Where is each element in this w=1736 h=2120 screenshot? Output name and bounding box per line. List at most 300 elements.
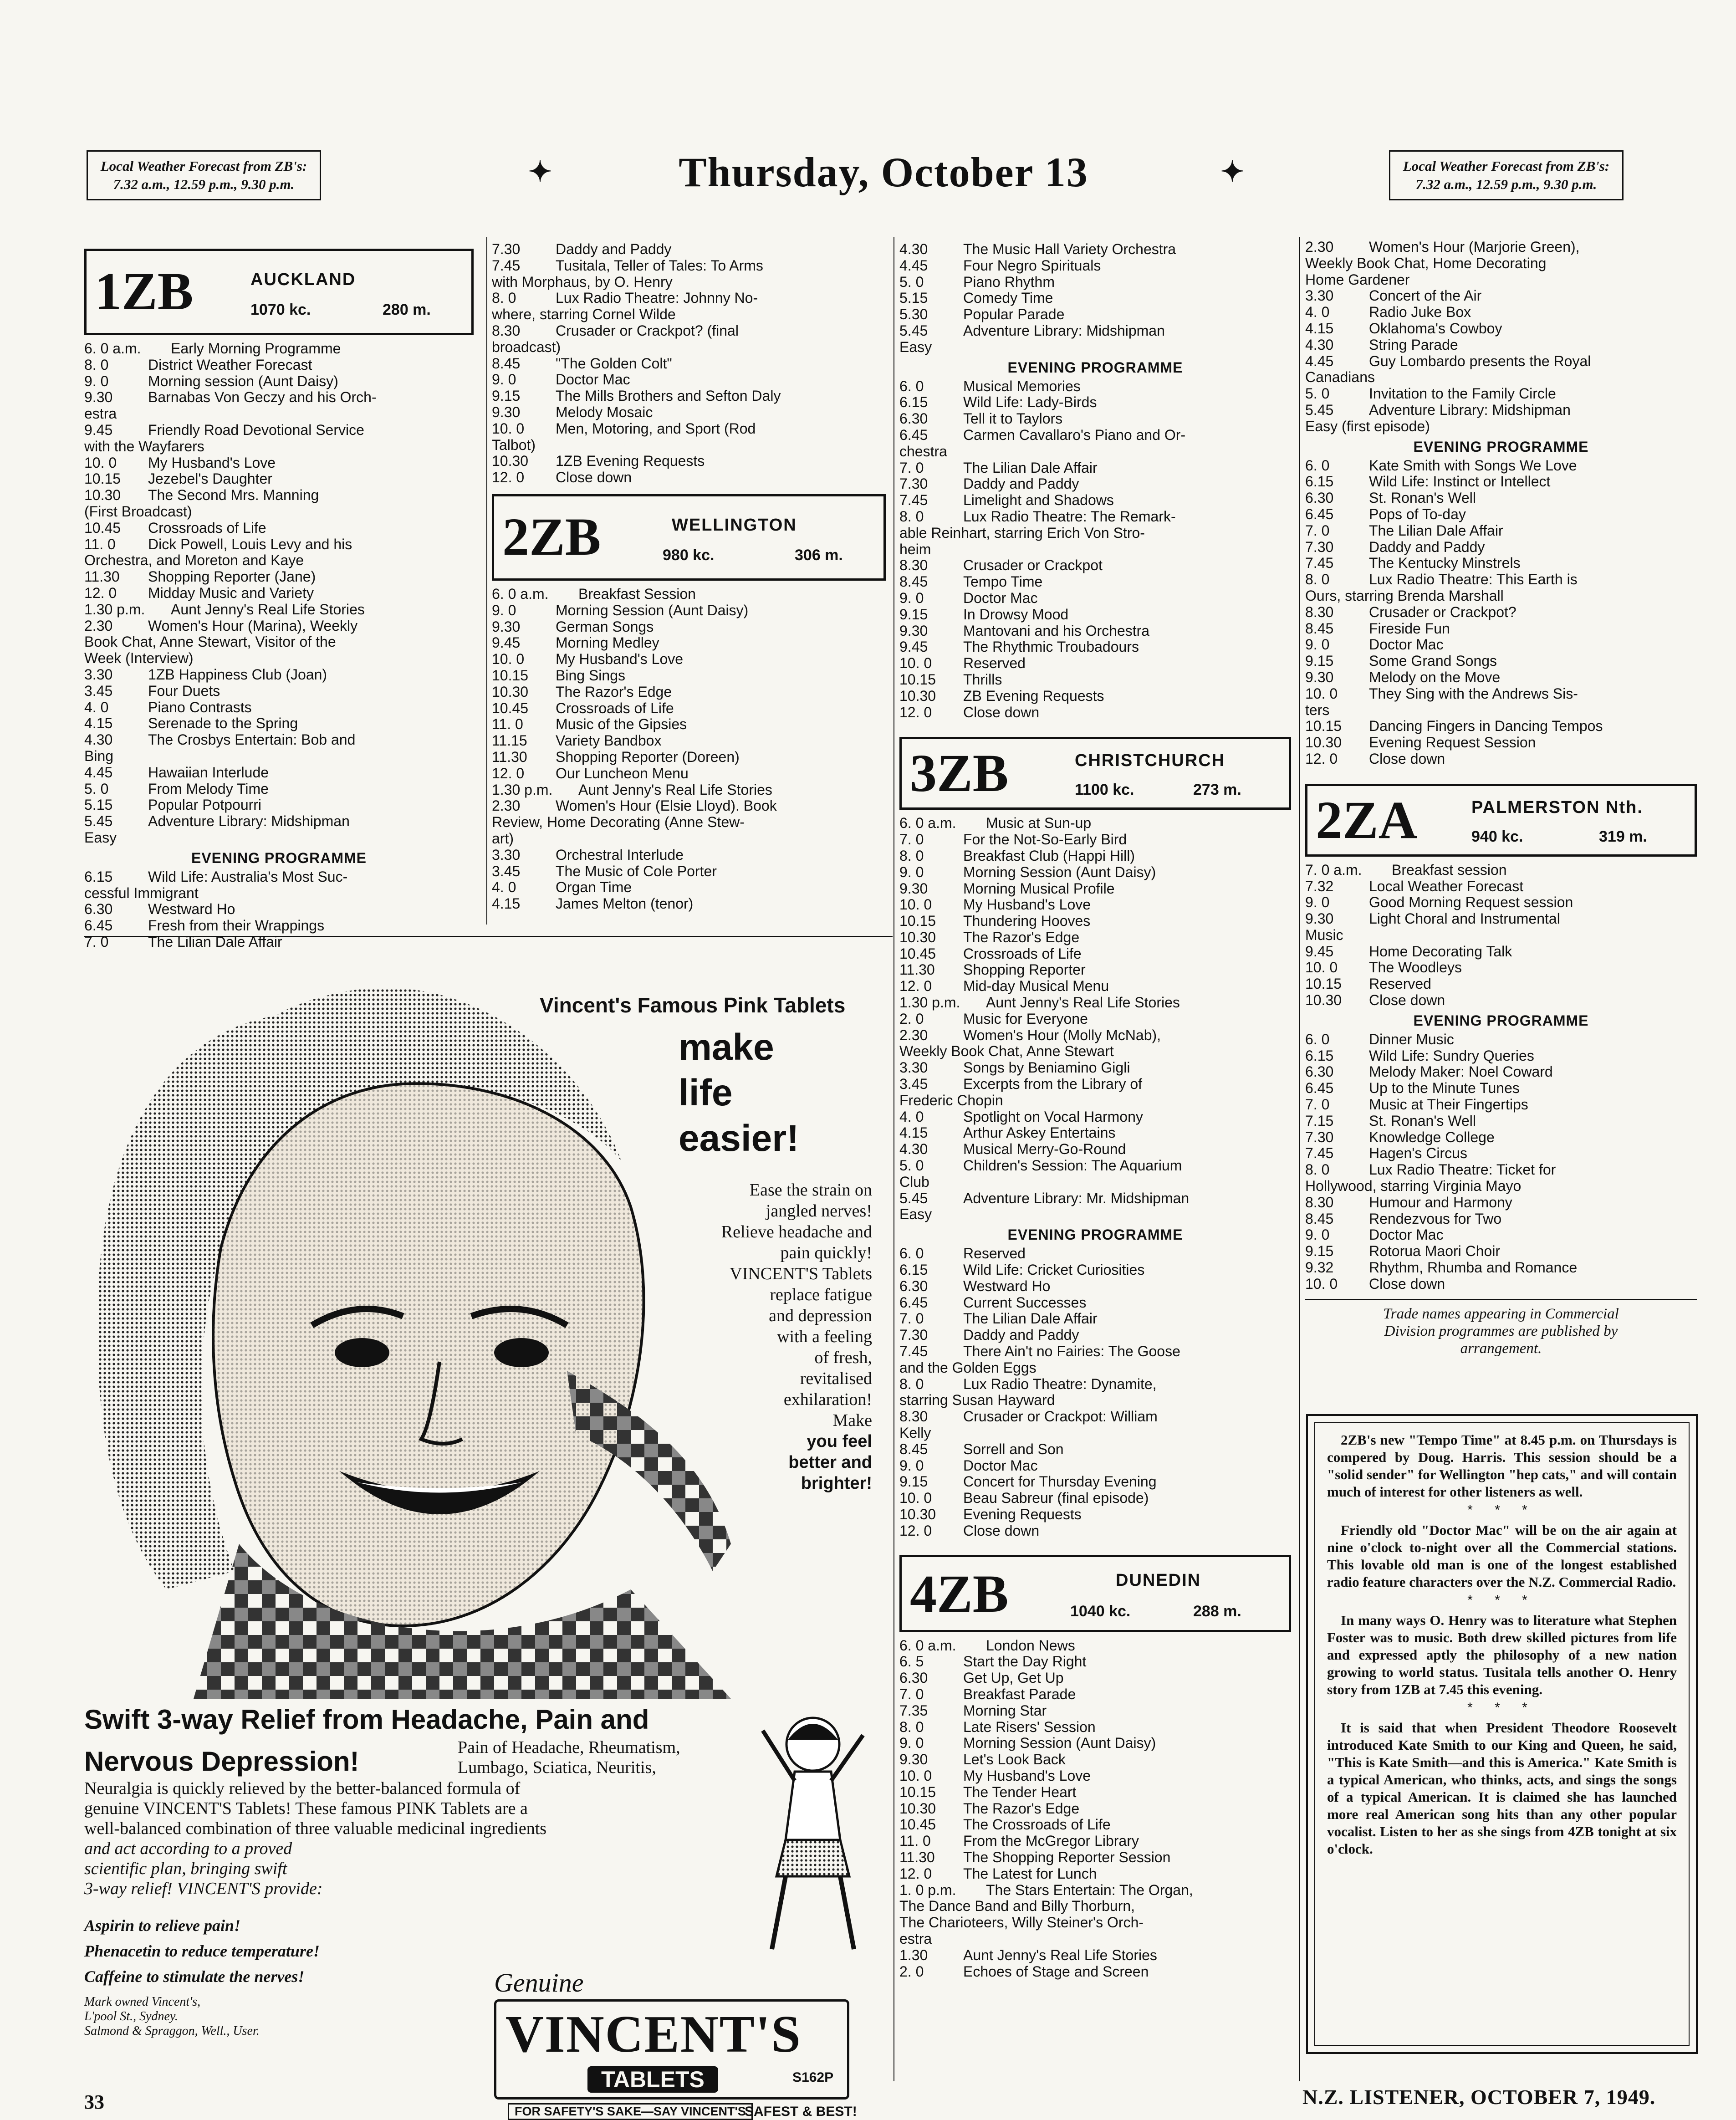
programme-time: 10. 0 [899,897,932,913]
programme-time: 9. 0 [492,372,516,388]
programme-title: broadcast) [492,339,561,355]
programme-time: 10.30 [899,929,936,945]
programme-title: The Dance Band and Billy Thorburn, [899,1898,1135,1915]
programme-entry [899,307,1291,323]
programme-time: 8. 0 [1305,1162,1330,1178]
programme-entry [899,525,1291,541]
programme-entry [899,1409,1291,1425]
programme-time: 11. 0 [899,1833,931,1849]
programme-title: Mantovani and his Orchestra [963,623,1150,639]
programme-entry [1305,386,1697,402]
programme-entry [492,586,886,603]
programme-entry [84,797,474,813]
programme-entry [899,476,1291,492]
programme-time: 5.45 [1305,402,1334,418]
programme-entry [899,864,1291,881]
copy-line: Ease the strain on [749,1180,872,1200]
programme-entry [1305,960,1697,976]
programme-title: Midday Music and Variety [148,585,314,601]
programme-title: My Husband's Love [963,897,1091,913]
programme-title: Lux Radio Theatre: The Remark- [963,508,1176,525]
programme-title: 1ZB Evening Requests [556,453,705,470]
programme-list [899,815,1291,1223]
programme-entry [492,831,886,847]
programme-list [84,869,474,950]
programme-title: Radio Juke Box [1369,304,1471,321]
programme-time: 2.30 [492,798,521,814]
programme-time: 4.15 [492,896,521,912]
programme-title: My Husband's Love [556,651,684,668]
programme-title: Early Morning Programme [171,341,341,357]
programme-entry [492,684,886,700]
programme-title: Mid-day Musical Menu [963,978,1109,995]
programme-title: Oklahoma's Cowboy [1369,320,1502,337]
programme-title: Crusader or Crackpot? [1369,604,1516,620]
programme-entry [1305,572,1697,588]
programme-entry [1305,506,1697,523]
programme-entry [84,715,474,732]
programme-time: 6.45 [1305,1080,1334,1097]
programme-entry [492,453,886,470]
programme-entry [899,913,1291,930]
programme-title: Concert for Thursday Evening [963,1474,1157,1490]
programme-title: The Lilian Dale Affair [963,460,1098,476]
programme-entry [899,1093,1291,1109]
programme-title: Tell it to Taylors [963,411,1063,427]
note-line: arrangement. [1460,1340,1542,1357]
programme-title: The Shopping Reporter Session [963,1849,1171,1865]
programme-time: 10.30 [492,453,529,470]
programme-entry [492,749,886,766]
programme-entry [899,1817,1291,1833]
evening-heading: EVENING PROGRAMME [191,849,367,866]
programme-title: Talbot) [492,437,536,453]
programme-entry [899,1441,1291,1458]
programme-entry [84,569,474,585]
programme-entry [899,639,1291,655]
programme-time: 8.30 [1305,604,1334,620]
pain-line: Lumbago, Sciatica, Neuritis, [458,1758,656,1777]
programme-entry [1305,604,1697,621]
ingredient-line: Caffeine to stimulate the nerves! [84,1967,305,1986]
programme-time: 7.45 [492,257,521,274]
programme-entry [899,460,1291,476]
evening-heading: EVENING PROGRAMME [1413,1012,1589,1029]
programme-title: Doctor Mac [1369,1227,1444,1243]
column-3 [899,241,1291,1980]
programme-entry [899,1849,1291,1866]
programme-entry [899,623,1291,639]
programme-time: 10. 0 [1305,1276,1338,1292]
programme-title: cessful Immigrant [84,885,199,901]
programme-entry [1305,1211,1697,1227]
programme-title: Thrills [963,671,1002,688]
programme-time: 1.30 p.m. [492,782,553,798]
programme-time: 10.30 [1305,735,1342,751]
slogan-line: easier! [679,1118,799,1159]
slogan-line: make [679,1027,774,1068]
publication-footer: N.Z. LISTENER, OCTOBER 7, 1949. [1302,2085,1656,2109]
programme-title: James Melton (tenor) [556,896,694,912]
programme-title: Musical Memories [963,378,1081,394]
copy-line: revitalised [800,1369,872,1388]
programme-entry [84,389,474,406]
programme-title: Echoes of Stage and Screen [963,1963,1149,1980]
programme-entry [1305,944,1697,960]
programme-entry [492,323,886,339]
programme-title: Dick Powell, Louis Levy and his [148,536,352,552]
programme-title: Breakfast Parade [963,1686,1076,1702]
programme-time: 9.30 [899,1752,928,1768]
programme-entry [899,978,1291,995]
programme-time: 10. 0 [492,651,525,668]
programme-time: 2.30 [899,1027,928,1043]
ad-trademark [84,1995,260,2038]
evening-heading: EVENING PROGRAMME [1007,359,1183,376]
programme-entry [492,290,886,307]
programme-time: 10.30 [492,684,529,700]
programme-entry [1305,555,1697,572]
programme-entry [492,798,886,814]
programme-time: 6.15 [84,868,113,885]
programme-entry [899,688,1291,705]
programme-entry [899,1719,1291,1736]
programme-time: 6.45 [899,1294,928,1311]
programme-title: Knowledge College [1369,1129,1495,1145]
programme-title: Bing Sings [556,667,625,684]
programme-title: Melody Mosaic [556,404,653,420]
programme-time: 9.15 [899,606,928,623]
programme-title: Invitation to the Family Circle [1369,386,1556,402]
programme-entry [899,1507,1291,1523]
programme-time: 4.30 [1305,337,1334,353]
stars-separator: * * * [1467,1502,1537,1517]
programme-entry [899,290,1291,307]
programme-entry [899,672,1291,688]
programme-title: Four Duets [148,683,220,699]
headline-line: Nervous Depression! [84,1746,359,1777]
programme-entry [1305,1032,1697,1048]
programme-entry [1305,1195,1697,1211]
programme-entry [1305,862,1697,879]
programme-time: 9.45 [84,422,113,438]
programme-entry [899,1931,1291,1947]
programme-time: 10.30 [84,487,121,504]
programme-time: 6.30 [1305,490,1334,506]
programme-entry [1305,1276,1697,1292]
programme-entry [899,1295,1291,1311]
programme-title: The Kentucky Minstrels [1369,555,1521,572]
programme-entry [899,1043,1291,1060]
programme-entry [899,1703,1291,1719]
programme-title: Arthur Askey Entertains [963,1125,1116,1141]
programme-time: 7.45 [1305,555,1334,572]
programme-list [899,378,1291,721]
programme-time: 1.30 [899,1947,928,1963]
programme-list [1305,862,1697,1009]
programme-time: 11.30 [899,962,935,978]
programme-title: Carmen Cavallaro's Piano and Or- [963,427,1186,443]
programme-title: Daddy and Paddy [556,241,672,257]
programme-title: Lux Radio Theatre: Dynamite, [963,1376,1157,1392]
programme-entry [492,356,886,372]
programme-time: 12. 0 [899,1522,932,1539]
programme-time: 9. 0 [1305,894,1330,911]
evening-heading: EVENING PROGRAMME [1007,1226,1183,1243]
programme-title: Pops of To-day [1369,506,1466,522]
programme-title: Music at Their Fingertips [1369,1097,1528,1113]
programme-title: The Razor's Edge [556,684,672,700]
programme-time: 8.45 [899,574,928,590]
programme-entry [899,1947,1291,1964]
note-paragraph: In many ways O. Henry was to literature what Stephen Foster was to music. Both drew skilled pictures from life and expressed aptly the philosophy of a new nation growing to world status. Tusitala tells another O. Henry story from 1ZB at 7.45 this evening. [1327,1612,1677,1697]
programme-entry [1305,304,1697,321]
programme-title: starring Susan Hayward [899,1392,1055,1409]
programme-time: 8. 0 [84,357,109,373]
programme-title: Evening Request Session [1369,735,1536,751]
programme-entry [1305,239,1697,255]
programme-entry [899,1866,1291,1882]
station-call: 1ZB [95,261,194,321]
programme-entry [899,1158,1291,1174]
programme-time: 9.30 [1305,669,1334,685]
programme-title: Women's Hour (Elsie Lloyd). Book [556,798,777,814]
note-line: Trade names appearing in Commercial [1383,1305,1619,1322]
programme-entry [84,602,474,618]
programme-time: 5. 0 [84,781,109,797]
programme-title: They Sing with the Andrews Sis- [1369,685,1578,702]
programme-entry [1305,419,1697,435]
programme-time: 12. 0 [899,1865,932,1882]
programme-time: 10.45 [492,700,529,716]
programme-time: 8.30 [492,322,521,339]
programme-time: 7.30 [492,241,521,257]
programme-title: chestra [899,443,947,460]
programme-title: Piano Contrasts [148,699,252,715]
programme-time: 12. 0 [492,470,525,486]
programme-title: Reserved [1369,976,1431,992]
programme-time: 2. 0 [899,1011,924,1027]
programme-title: The Latest for Lunch [963,1865,1097,1882]
programme-title: Barnabas Von Geczy and his Orch- [148,389,377,406]
programme-title: Weekly Book Chat, Home Decorating [1305,255,1547,271]
programme-time: 11.30 [84,569,120,585]
programme-time: 5. 0 [899,1158,924,1174]
programme-entry [899,1898,1291,1915]
station-metres: 319 m. [1599,828,1647,845]
programme-entry [899,1638,1291,1654]
programme-title: Crusader or Crackpot? (final [556,322,739,339]
programme-title: Aunt Jenny's Real Life Stories [963,1947,1157,1963]
programme-title: Tusitala, Teller of Tales: To Arms [556,257,763,274]
station-kc: 1040 kc. [1070,1602,1131,1620]
diamond-icon: ✦ [1220,156,1244,188]
programme-time: 10.30 [899,1800,936,1817]
column-rule [1299,237,1300,2081]
station-city: PALMERSTON Nth. [1471,797,1643,817]
note-paragraph: It is said that when President Theodore Roosevelt introduced Kate Smith to our King and Queen, he said, "This is Kate Smith—and this is America." Kate Smith is a typical American, who thinks, acts, and sings the songs of a typical American. It is claimed she has launched more real American song hits than any other popular vocalist. Listen to her as she sings from 4ZB tonight at six o'clock. [1327,1720,1677,1857]
programme-time: 7. 0 a.m. [1305,862,1362,878]
programme-title: Four Negro Spirituals [963,257,1101,274]
programme-title: Close down [1369,992,1445,1009]
body-line: well-balanced combination of three valuable medicinal ingredients [84,1819,547,1838]
programme-title: 1ZB Happiness Club (Joan) [148,666,327,683]
programme-entry [1305,474,1697,490]
programme-title: The Charioteers, Willy Steiner's Orch- [899,1915,1144,1931]
programme-title: Light Choral and Instrumental [1369,911,1560,927]
programme-title: Book Chat, Anne Stewart, Visitor of the [84,634,336,650]
programme-entry [84,885,474,902]
programme-title: Aunt Jenny's Real Life Stories [986,995,1180,1011]
programme-time: 9. 0 [899,590,924,606]
programme-title: Orchestra, and Moreton and Kaye [84,552,304,569]
programme-time: 7.30 [899,476,928,492]
programme-title: Home Decorating Talk [1369,943,1512,960]
programme-entry [899,541,1291,558]
programme-title: Close down [1369,1276,1445,1292]
programme-entry [1305,1162,1697,1178]
programme-title: Lux Radio Theatre: Johnny No- [556,290,758,307]
programme-time: 7. 0 [899,460,924,476]
programme-time: 4.15 [899,1125,928,1141]
programme-title: Home Gardener [1305,271,1410,288]
programme-title: Adventure Library: Midshipman [963,322,1165,339]
programme-title: Morning Medley [556,635,659,651]
programme-title: Women's Hour (Marina), Weekly [148,618,358,634]
programme-entry [84,471,474,487]
programme-time: 6. 0 a.m. [899,815,956,832]
programme-title: Women's Hour (Marjorie Green), [1369,239,1580,255]
copy-line: Relieve headache and [721,1222,872,1241]
programme-title: Fresh from their Wrappings [148,918,325,934]
programme-title: Wild Life: Australia's Most Suc- [148,868,348,885]
programme-time: 10.15 [84,471,121,487]
programme-title: Beau Sabreur (final episode) [963,1490,1149,1507]
programme-title: Easy [899,339,932,355]
station-call: 4ZB [910,1563,1009,1624]
programme-time: 10. 0 [899,655,932,672]
programme-entry [899,1206,1291,1223]
programme-title: The Second Mrs. Manning [148,487,319,504]
programme-entry [899,946,1291,962]
programme-entry [899,1882,1291,1899]
programme-time: 8.45 [1305,1211,1334,1227]
copy-line: better and [788,1453,872,1472]
programme-entry [492,700,886,717]
programme-title: Wild Life: Lady-Birds [963,394,1097,411]
programme-entry [84,700,474,716]
programme-title: Kelly [899,1425,931,1441]
programme-time: 7. 0 [1305,1097,1330,1113]
programme-title: St. Ronan's Well [1369,1113,1476,1129]
copy-line: brighter! [801,1474,872,1493]
divider [1305,1299,1697,1300]
programme-title: Children's Session: The Aquarium [963,1158,1182,1174]
programme-entry [899,1915,1291,1931]
programme-entry [899,1670,1291,1686]
programme-time: 10.15 [492,667,529,684]
programme-title: Good Morning Request session [1369,894,1573,911]
programme-entry [899,1376,1291,1393]
programme-entry [492,307,886,323]
ad-safest: SAFEST & BEST! [745,2104,857,2119]
programme-entry [899,258,1291,274]
programme-entry [899,339,1291,356]
weather-times: 7.32 a.m., 12.59 p.m., 9.30 p.m. [113,176,295,192]
programme-time: 6. 0 [899,1246,924,1262]
programme-title: The Crossroads of Life [963,1817,1111,1833]
programme-time: 10. 0 [84,455,117,471]
programme-title: Westward Ho [963,1278,1051,1294]
programme-title: Kate Smith with Songs We Love [1369,457,1577,474]
programme-time: 1.30 p.m. [84,601,145,618]
programme-time: 8.30 [899,557,928,574]
programme-title: Wild Life: Instinct or Intellect [1369,474,1551,490]
programme-time: 9.30 [899,623,928,639]
slogan-line: life [679,1072,733,1114]
brand-name: VINCENT'S [505,2005,802,2064]
programme-entry [84,934,474,950]
programme-title: Doctor Mac [963,1457,1038,1474]
programme-entry [1305,321,1697,337]
programme-time: 7.35 [899,1702,928,1719]
programme-time: 6. 0 [1305,1031,1330,1047]
programme-time: 6.30 [84,901,113,918]
programme-entry [492,782,886,798]
programme-title: Adventure Library: Mr. Midshipman [963,1190,1190,1206]
programme-entry [1305,272,1697,288]
programme-title: Weekly Book Chat, Anne Stewart [899,1043,1114,1060]
programme-title: Daddy and Paddy [963,476,1079,492]
programme-list [899,1246,1291,1539]
programme-title: Hawaiian Interlude [148,764,269,781]
programme-title: There Ain't no Fairies: The Goose [963,1344,1180,1360]
programme-entry [1305,1080,1697,1097]
programme-title: Daddy and Paddy [1369,539,1485,555]
programme-time: 5.45 [899,1190,928,1206]
programme-time: 10.45 [899,945,936,962]
programme-time: 8.30 [899,1409,928,1425]
programme-time: 10.15 [1305,976,1342,992]
programme-title: Close down [556,470,632,486]
trademark-line: L'pool St., Sydney. [84,2009,178,2023]
pain-line: Pain of Headache, Rheumatism, [458,1738,680,1757]
programme-title: From the McGregor Library [963,1833,1139,1849]
programme-title: Rotorua Maori Choir [1369,1243,1501,1260]
programme-list [1305,458,1697,767]
programme-entry [899,1360,1291,1376]
programme-entry [899,815,1291,832]
programme-entry [84,650,474,667]
programme-time: 4.45 [899,257,928,274]
programme-entry [84,536,474,553]
programme-entry [492,470,886,486]
programme-title: Morning session (Aunt Daisy) [148,373,338,389]
programme-time: 7.45 [1305,1145,1334,1162]
programme-entry [1305,702,1697,719]
programme-entry [1305,992,1697,1009]
product-code: S162P [792,2070,834,2085]
programme-time: 7. 0 [1305,522,1330,539]
station-city: AUCKLAND [250,270,356,289]
programme-list [1305,1032,1697,1292]
programme-entry [1305,718,1697,735]
programme-time: 4.30 [899,1141,928,1158]
programme-time: 11. 0 [84,536,116,552]
programme-title: Wild Life: Cricket Curiosities [963,1262,1145,1278]
programme-time: 5. 0 [1305,386,1330,402]
programme-time: 6.30 [899,1670,928,1686]
